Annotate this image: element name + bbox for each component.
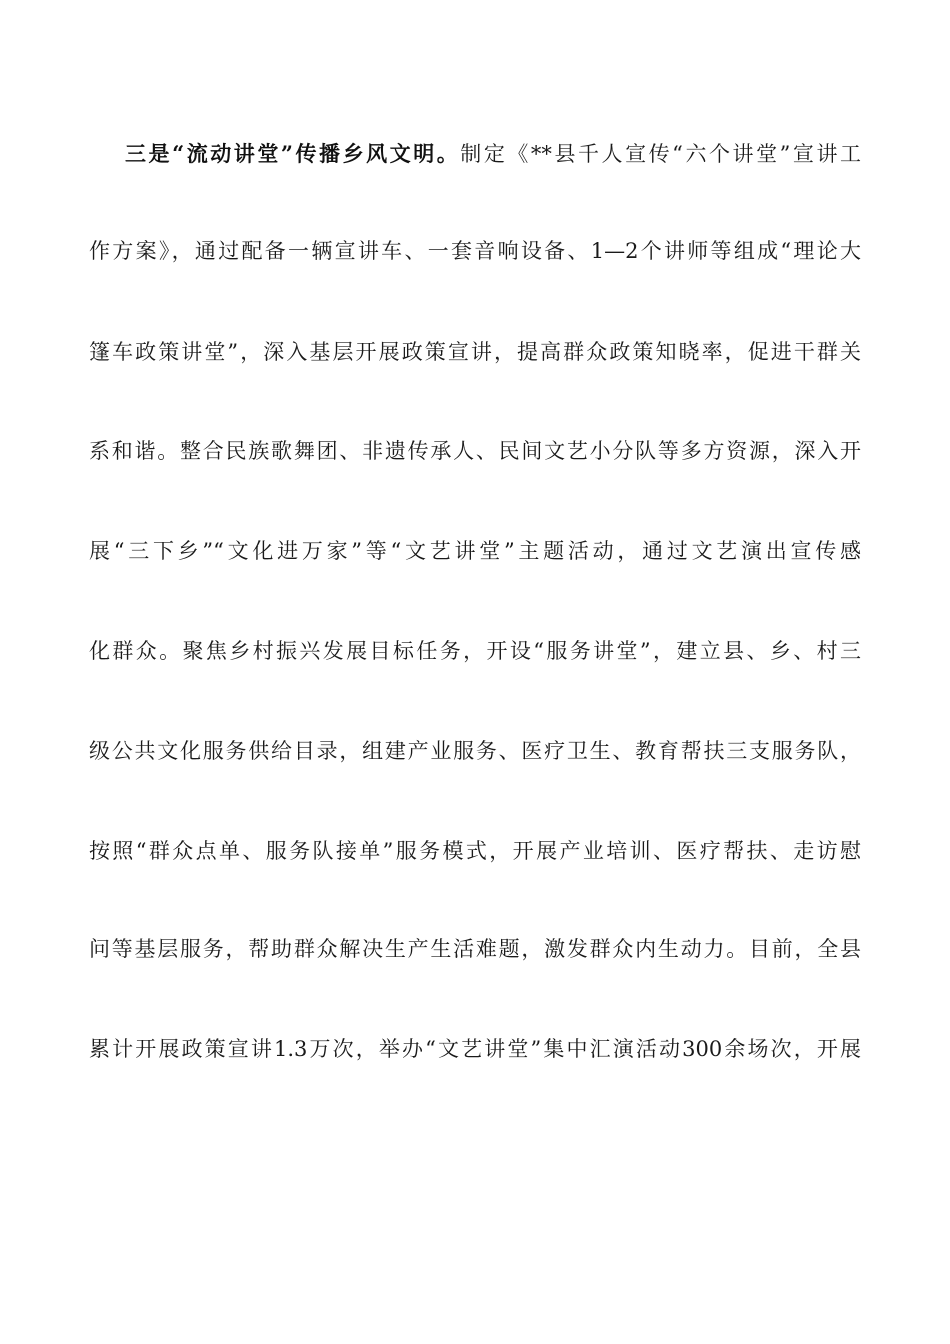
paragraph-line-1 [125, 137, 861, 171]
paragraph-line-6: 化群众。聚焦乡村振兴发展目标任务，开设“服务讲堂”，建立县、乡、村三 [89, 639, 861, 663]
paragraph-line-1-text: 制定《**县千人宣传“六个讲堂”宣讲工 [460, 142, 861, 166]
paragraph-line-8: 按照“群众点单、服务队接单”服务模式，开展产业培训、医疗帮扶、走访慰 [89, 839, 861, 863]
paragraph-line-7: 级公共文化服务供给目录，组建产业服务、医疗卫生、教育帮扶三支服务队， [89, 739, 861, 763]
paragraph-line-5: 展“三下乡”“文化进万家”等“文艺讲堂”主题活动，通过文艺演出宣传感 [89, 539, 861, 563]
paragraph-line-4: 系和谐。整合民族歌舞团、非遗传承人、民间文艺小分队等多方资源，深入开 [89, 439, 861, 463]
paragraph-line-2: 作方案》，通过配备一辆宣讲车、一套音响设备、1—2个讲师等组成“理论大 [89, 239, 861, 263]
paragraph-line-3: 篷车政策讲堂”，深入基层开展政策宣讲，提高群众政策知晓率，促进干群关 [89, 340, 861, 364]
paragraph-lead-heading: 三是“流动讲堂”传播乡风文明。 [125, 141, 461, 166]
paragraph-line-9: 问等基层服务，帮助群众解决生产生活难题，激发群众内生动力。目前，全县 [89, 937, 861, 961]
paragraph-line-10: 累计开展政策宣讲1.3万次，举办“文艺讲堂”集中汇演活动300余场次，开展 [89, 1037, 861, 1061]
